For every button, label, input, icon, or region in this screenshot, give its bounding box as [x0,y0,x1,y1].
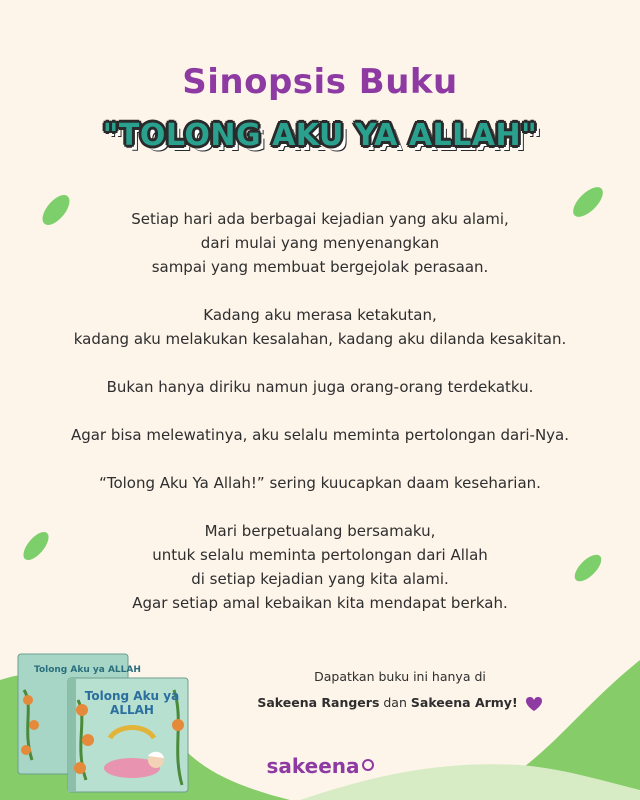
synopsis-paragraph [20,423,620,447]
purchase-note [250,664,550,716]
synopsis-line: di setiap kejadian yang kita alami. [191,570,449,588]
synopsis-line: Setiap hari ada berbagai kejadian yang aku alami, [131,210,509,228]
synopsis-line: Agar bisa melewatinya, aku selalu meminta pertolongan dari-Nya. [70,426,570,444]
synopsis-line: Mari berpetualang bersamaku, [204,522,436,540]
brand-name: sakeena [266,754,360,778]
synopsis-line: Bukan hanya diriku namun juga orang-orang terdekatku. [106,378,534,396]
synopsis-line: Kadang aku merasa ketakutan, [203,306,437,324]
back-book-title: Tolong Aku ya ALLAH [34,665,141,675]
synopsis-line: sampai yang membuat bergejolak perasaan. [151,258,489,276]
synopsis-line: kadang aku melakukan kesalahan, kadang aku dilanda kesakitan. [73,330,567,348]
purchase-note-line2 [250,690,550,716]
connector-text: dan [383,695,407,710]
brand-logo [0,754,640,778]
synopsis-paragraph [20,303,620,351]
purple-heart-icon [525,696,543,712]
store-name-rangers: Sakeena Rangers [257,695,380,710]
book-title-heading: "TOLONG AKU YA ALLAH" [102,118,538,153]
synopsis-line: untuk selalu meminta pertolongan dari Allah [152,546,488,564]
synopsis-line: dari mulai yang menyenangkan [200,234,440,252]
synopsis-paragraph [20,375,620,399]
purchase-note-line1: Dapatkan buku ini hanya di [314,669,486,684]
synopsis-paragraph [20,519,620,615]
book-cover-title-line2: ALLAH [110,703,154,717]
book-cover-title-line1: Tolong Aku ya [84,689,180,703]
synopsis-line: “Tolong Aku Ya Allah!” sering kuucapkan daam keseharian. [99,474,541,492]
synopsis-text [20,207,620,639]
synopsis-line: Agar setiap amal kebaikan kita mendapat berkah. [132,594,508,612]
registered-mark-icon [362,759,374,771]
store-name-army: Sakeena Army! [410,695,518,710]
page-title: Sinopsis Buku [182,62,458,102]
synopsis-paragraph [20,471,620,495]
synopsis-paragraph [20,207,620,279]
